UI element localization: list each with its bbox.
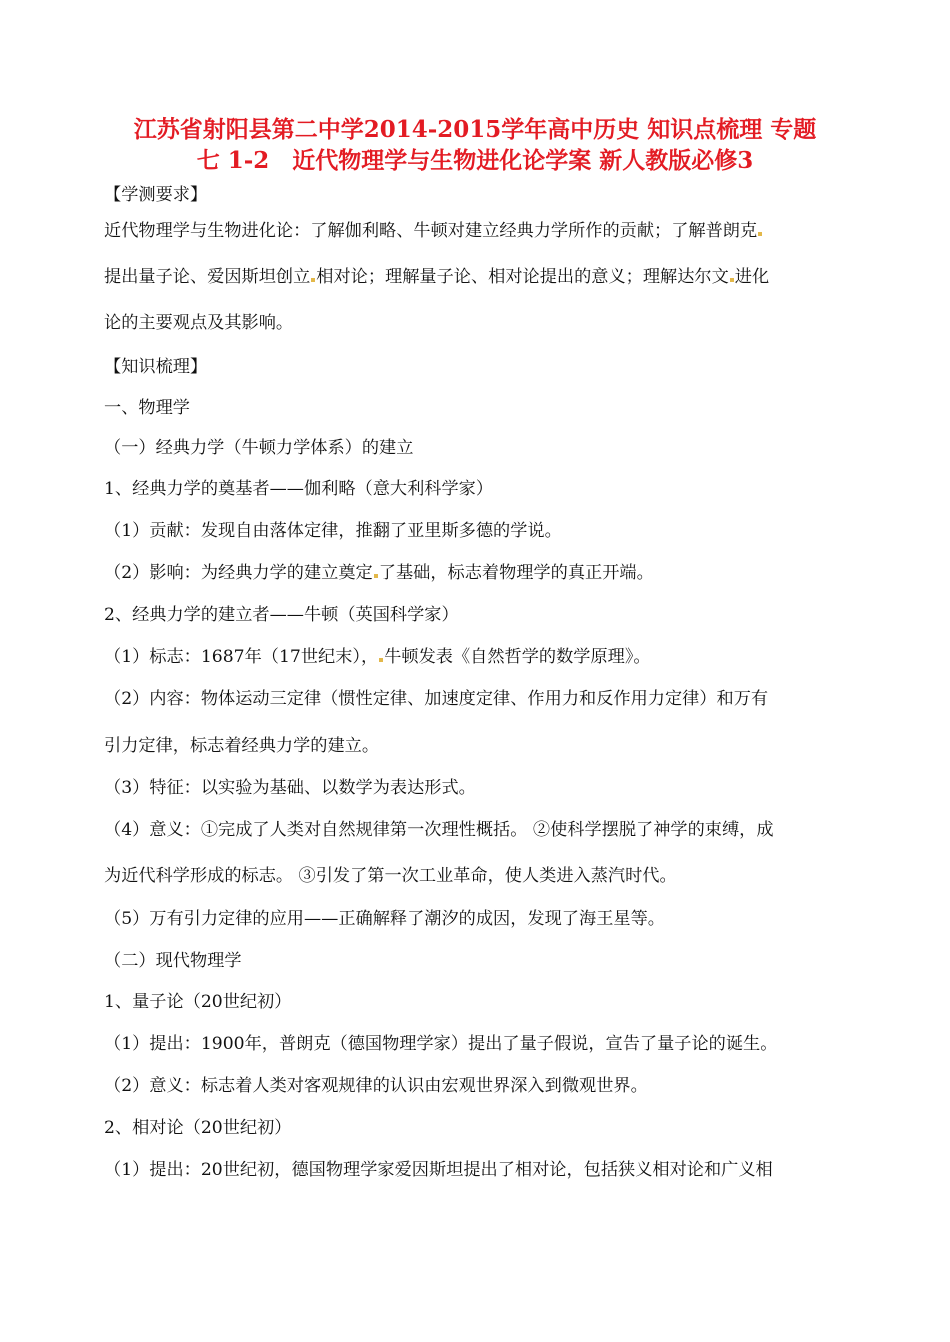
section-heading-knowledge: 【知识梳理】 bbox=[104, 357, 208, 377]
item-line: 2、相对论（20世纪初） bbox=[104, 1118, 292, 1138]
item-line bbox=[104, 561, 654, 585]
marker-dot bbox=[311, 278, 315, 282]
marker-dot bbox=[730, 278, 734, 282]
item-line: （2）内容：物体运动三定律（惯性定律、加速度定律、作用力和反作用力定律）和万有 bbox=[104, 689, 769, 709]
item-line: （1）提出：1900年，普朗克（德国物理学家）提出了量子假说，宣告了量子论的诞生。 bbox=[104, 1034, 778, 1054]
paragraph-line bbox=[104, 265, 769, 289]
text-run: （2）影响：为经典力学的建立奠定 bbox=[104, 563, 373, 583]
text-run: 相对论；理解量子论、相对论提出的意义；理解达尔文 bbox=[316, 267, 729, 287]
text-run: 了基础，标志着物理学的真正开端。 bbox=[378, 563, 654, 583]
paragraph-line: 论的主要观点及其影响。 bbox=[104, 313, 294, 333]
text-run: 近代物理学与生物进化论：了解伽利略、牛顿对建立经典力学所作的贡献；了解普朗克 bbox=[104, 221, 758, 241]
section-heading-requirements: 【学测要求】 bbox=[104, 185, 208, 205]
document-title-line-1: 江苏省射阳县第二中学2014-2015学年高中历史 知识点梳理 专题 bbox=[133, 116, 817, 143]
item-line: （5）万有引力定律的应用——正确解释了潮汐的成因，发现了海王星等。 bbox=[104, 909, 665, 929]
text-run: 牛顿发表《自然哲学的数学原理》。 bbox=[384, 647, 651, 667]
item-line: 1、量子论（20世纪初） bbox=[104, 992, 292, 1012]
heading-physics: 一、物理学 bbox=[104, 398, 190, 418]
subheading-classical-mechanics: （一）经典力学（牛顿力学体系）的建立 bbox=[104, 438, 414, 458]
item-line: 1、经典力学的奠基者——伽利略（意大利科学家） bbox=[104, 479, 494, 499]
paragraph-line bbox=[104, 219, 763, 243]
item-line: （1）提出：20世纪初，德国物理学家爱因斯坦提出了相对论，包括狭义相对论和广义相 bbox=[104, 1160, 773, 1180]
document-title-line-2: 七 1-2 近代物理学与生物进化论学案 新人教版必修3 bbox=[196, 147, 754, 174]
item-line: 引力定律，标志着经典力学的建立。 bbox=[104, 736, 380, 756]
item-line: （4）意义：①完成了人类对自然规律第一次理性概括。 ②使科学摆脱了神学的束缚，成 bbox=[104, 820, 774, 840]
item-line: （1）贡献：发现自由落体定律，推翻了亚里斯多德的学说。 bbox=[104, 521, 562, 541]
text-run: （1）标志：1687年（17世纪末）， bbox=[104, 647, 379, 667]
item-line: （2）意义：标志着人类对客观规律的认识由宏观世界深入到微观世界。 bbox=[104, 1076, 648, 1096]
item-line: （3）特征：以实验为基础、以数学为表达形式。 bbox=[104, 778, 476, 798]
item-line bbox=[104, 645, 651, 669]
item-line: 为近代科学形成的标志。 ③引发了第一次工业革命，使人类进入蒸汽时代。 bbox=[104, 866, 677, 886]
marker-dot bbox=[758, 232, 762, 236]
subheading-modern-physics: （二）现代物理学 bbox=[104, 951, 242, 971]
marker-dot bbox=[374, 574, 378, 578]
marker-dot bbox=[379, 658, 383, 662]
item-line: 2、经典力学的建立者——牛顿（英国科学家） bbox=[104, 605, 459, 625]
text-run: 进化 bbox=[734, 267, 770, 287]
text-run: 提出量子论、爱因斯坦创立 bbox=[104, 267, 311, 287]
